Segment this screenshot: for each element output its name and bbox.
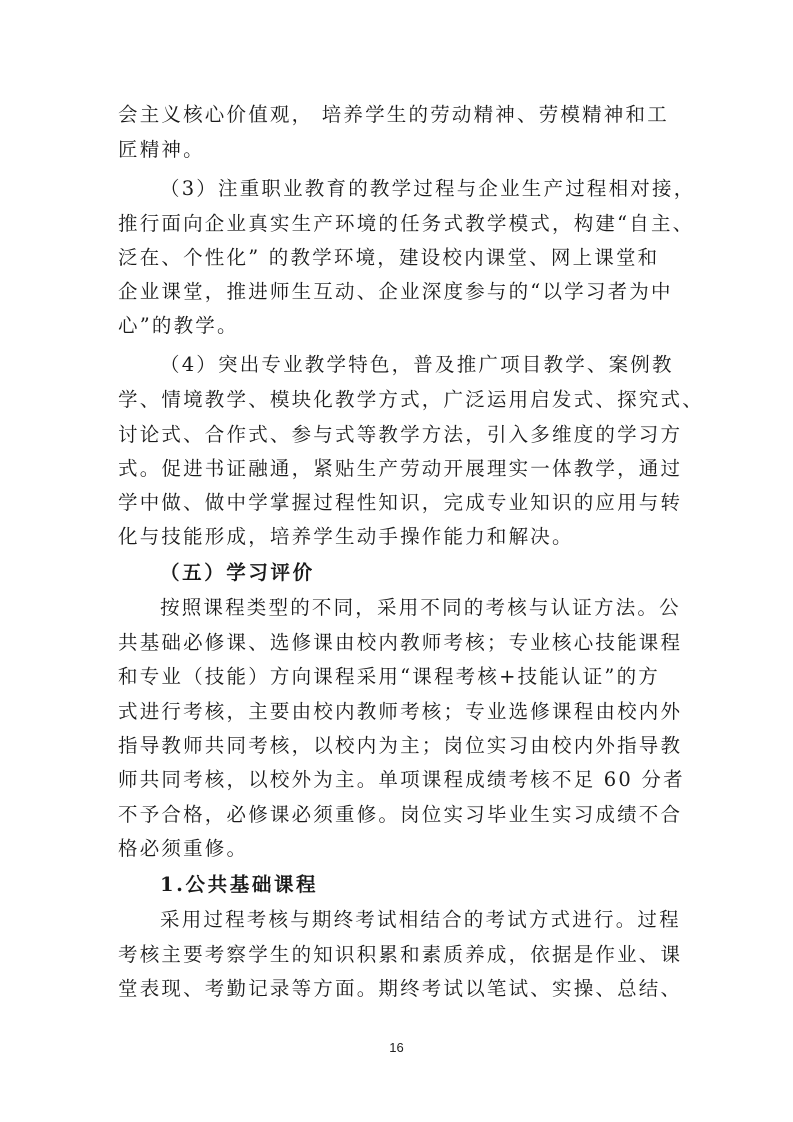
body-text-line: 会主义核心价值观， 培养学生的劳动精神、劳模精神和工	[118, 103, 669, 126]
body-text-line: 讨论式、合作式、参与式等教学方法，引入多维度的学习方	[118, 423, 683, 446]
body-text-line: 式进行考核，主要由校内教师考核；专业选修课程由校内外	[118, 700, 683, 723]
body-text-line: 堂表现、考勤记录等方面。期终考试以笔试、实操、总结、	[118, 977, 683, 1000]
body-text-line: 推行面向企业真实生产环境的任务式教学模式，构建“自主、	[118, 212, 695, 235]
body-text-line: 化与技能形成，培养学生动手操作能力和解决。	[118, 525, 574, 548]
body-text-line: 格必须重修。	[118, 837, 249, 860]
page-number: 16	[389, 1040, 404, 1055]
section-heading: （五）学习评价	[160, 561, 315, 584]
body-text-line: 心”的教学。	[118, 314, 239, 337]
body-text-line: 共基础必修课、选修课由校内教师考核；专业核心技能课程	[118, 631, 683, 654]
body-text-line: 泛在、个性化” 的教学环境，建设校内课堂、网上课堂和	[118, 246, 660, 269]
body-text-line: 按照课程类型的不同，采用不同的考核与认证方法。公	[160, 596, 681, 619]
body-text-line: 学中做、做中学掌握过程性知识，完成专业知识的应用与转	[118, 491, 683, 514]
body-text-line: 学、情境教学、模块化教学方式，广泛运用启发式、探究式、	[118, 388, 704, 411]
body-text-line: 匠精神。	[118, 138, 205, 161]
body-text-line: 考核主要考察学生的知识积累和素质养成，依据是作业、课	[118, 943, 683, 966]
list-item-3: （3）注重职业教育的教学过程与企业生产过程相对接，	[160, 177, 696, 200]
body-text-line: 采用过程考核与期终考试相结合的考试方式进行。过程	[160, 908, 681, 931]
body-text-line: 和专业（技能）方向课程采用“课程考核+技能认证”的方	[118, 665, 660, 688]
body-text-line: 企业课堂，推进师生互动、企业深度参与的“以学习者为中	[118, 280, 673, 303]
body-text-line: 式。促进书证融通，紧贴生产劳动开展理实一体教学，通过	[118, 457, 683, 480]
body-text-line: 指导教师共同考核，以校内为主；岗位实习由校内外指导教	[118, 734, 683, 757]
list-item-4: （4）突出专业教学特色，普及推广项目教学、案例教	[160, 353, 674, 376]
body-text-line: 师共同考核，以校外为主。单项课程成绩考核不足 60 分者	[118, 768, 685, 791]
body-text-line: 不予合格，必修课必须重修。岗位实习毕业生实习成绩不合	[118, 803, 683, 826]
subsection-heading: 1.公共基础课程	[160, 873, 319, 896]
